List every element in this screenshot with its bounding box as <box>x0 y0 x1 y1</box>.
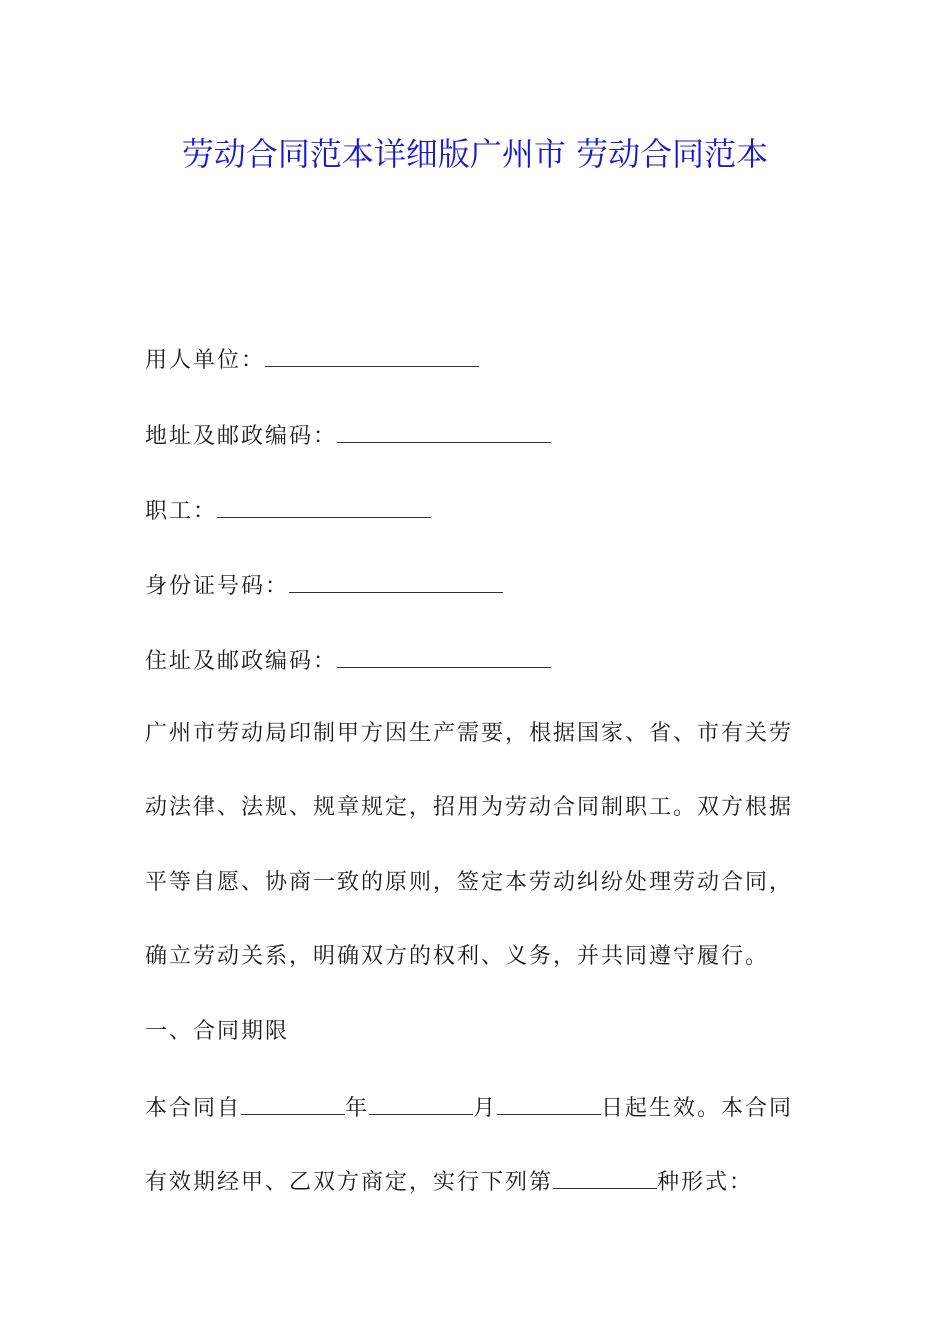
employee-address-label: 住址及邮政编码： <box>145 649 338 674</box>
employee-label: 职工： <box>145 499 218 524</box>
id-number-label: 身份证号码： <box>145 574 290 599</box>
term-suffix: 日起生效。本合同 <box>601 1096 794 1121</box>
employer-label: 用人单位： <box>145 348 266 373</box>
employer-address-field <box>145 420 551 452</box>
employee-address-blank <box>337 645 551 668</box>
id-number-field <box>145 570 503 602</box>
page-title: 劳动合同范本详细版广州市 劳动合同范本 <box>181 135 769 173</box>
term-line-1 <box>145 1092 793 1124</box>
employer-blank <box>265 344 479 367</box>
term-form-suffix: 种形式： <box>657 1170 754 1195</box>
intro-line-1: 广州市劳动局印制甲方因生产需要，根据国家、省、市有关劳 <box>145 721 794 746</box>
employee-blank <box>217 495 431 518</box>
month-blank <box>369 1092 473 1115</box>
form-number-blank <box>553 1166 657 1189</box>
intro-line-2: 动法律、法规、规章规定，招用为劳动合同制职工。双方根据 <box>145 795 794 820</box>
employer-address-blank <box>337 420 551 443</box>
year-blank <box>241 1092 345 1115</box>
employer-field <box>145 344 479 376</box>
employer-address-label: 地址及邮政编码： <box>145 424 338 449</box>
employee-field <box>145 495 431 527</box>
employee-address-field <box>145 645 551 677</box>
year-label: 年 <box>345 1096 370 1121</box>
section-heading: 一、合同期限 <box>145 1019 290 1044</box>
month-label: 月 <box>473 1096 498 1121</box>
intro-line-4: 确立劳动关系，明确双方的权利、义务，并共同遵守履行。 <box>145 944 770 969</box>
term-form-prefix: 有效期经甲、乙双方商定，实行下列第 <box>145 1170 554 1195</box>
day-blank <box>497 1092 601 1115</box>
intro-line-3: 平等自愿、协商一致的原则，签定本劳动纠纷处理劳动合同， <box>145 870 794 895</box>
term-line-2 <box>145 1166 753 1198</box>
term-prefix: 本合同自 <box>145 1096 242 1121</box>
id-number-blank <box>289 570 503 593</box>
